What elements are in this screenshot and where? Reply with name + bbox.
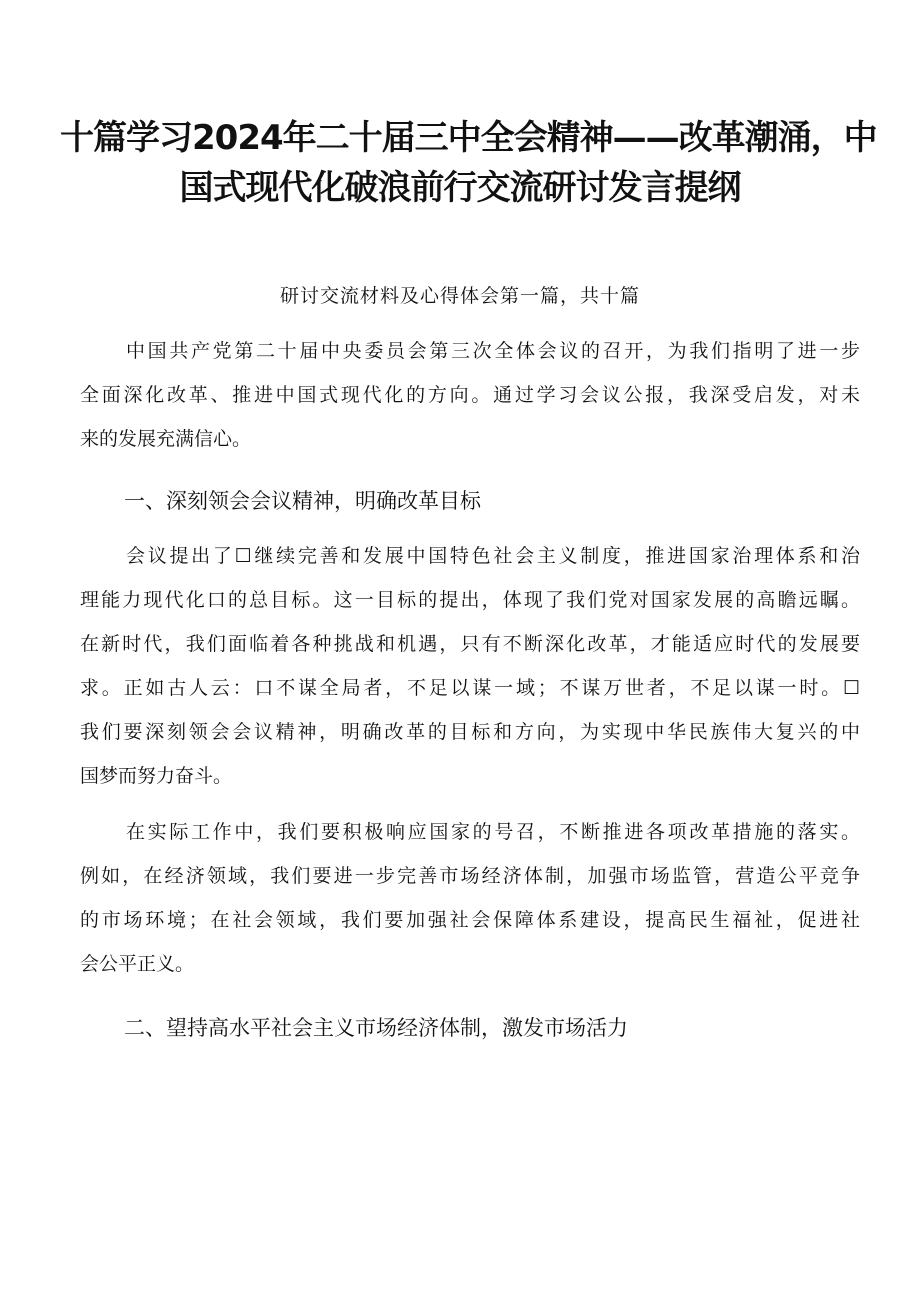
paragraph-line: 在新时代，我们面临着各种挑战和机遇，只有不断深化改革，才能适应时代的发展要 <box>80 633 860 655</box>
document-title-line-1: 十篇学习2024年二十届三中全会精神——改革潮涌，中 <box>60 118 877 158</box>
paragraph-line: 理能力现代化口的总目标。这一目标的提出，体现了我们党对国家发展的高瞻远瞩。 <box>80 589 860 611</box>
paragraph-line: 在实际工作中，我们要积极响应国家的号召，不断推进各项改革措施的落实。 <box>126 821 860 843</box>
paragraph-line: 会议提出了☐继续完善和发展中国特色社会主义制度，推进国家治理体系和治 <box>126 545 860 567</box>
paragraph-line: 会公平正义。 <box>80 953 195 975</box>
paragraph-line: 中国共产党第二十届中央委员会第三次全体会议的召开，为我们指明了进一步 <box>126 340 860 362</box>
document-subtitle: 研讨交流材料及心得体会第一篇，共十篇 <box>279 285 640 307</box>
section-1-paragraph-2 <box>80 810 860 986</box>
paragraph-line: 全面深化改革、推进中国式现代化的方向。通过学习会议公报，我深受启发，对未 <box>80 384 860 406</box>
paragraph-line: 国梦而努力奋斗。 <box>80 765 233 787</box>
paragraph-line: 来的发展充满信心。 <box>80 428 252 450</box>
section-heading-2: 二、望持高水平社会主义市场经济体制，激发市场活力 <box>124 1016 628 1040</box>
intro-paragraph <box>80 329 860 461</box>
paragraph-line: 例如，在经济领域，我们要进一步完善市场经济体制，加强市场监管，营造公平竞争 <box>80 865 860 887</box>
document-title-line-2: 国式现代化破浪前行交流研讨发言提纲 <box>179 168 741 208</box>
paragraph-line: 的市场环境；在社会领域，我们要加强社会保障体系建设，提高民生福祉，促进社 <box>80 909 860 931</box>
section-heading-1: 一、深刻领会会议精神，明确改革目标 <box>124 489 481 513</box>
paragraph-line: 求。正如古人云：口不谋全局者，不足以谋一域；不谋万世者，不足以谋一时。☐ <box>80 677 860 699</box>
paragraph-line: 我们要深刻领会会议精神，明确改革的目标和方向，为实现中华民族伟大复兴的中 <box>80 721 860 743</box>
section-1-paragraph-1 <box>80 534 860 798</box>
